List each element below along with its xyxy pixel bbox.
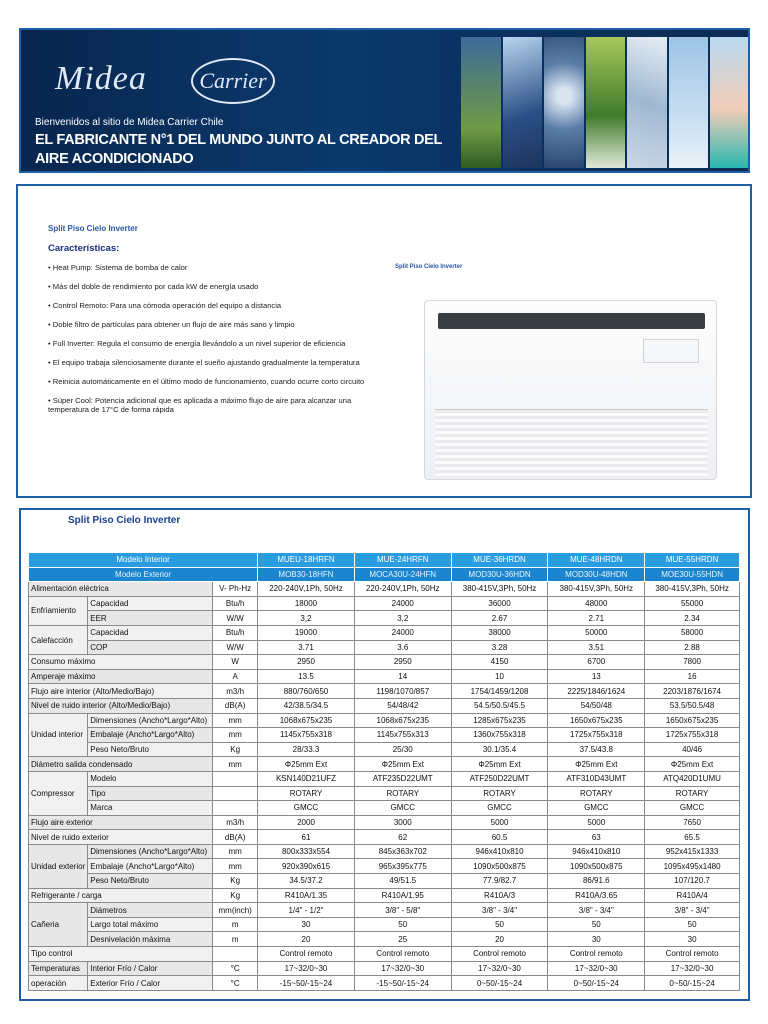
row-unit: A [213,669,258,684]
row-unit: m3/h [213,684,258,699]
value-cell: ROTARY [258,786,355,801]
row-unit: mm [213,713,258,728]
row-unit: mm [213,844,258,859]
header-label: Modelo Exterior [29,567,258,582]
table-row [29,903,740,918]
table-row [29,611,740,626]
value-cell: 3,2 [258,611,355,626]
photo-leaves [586,37,626,168]
value-cell: 16 [645,669,740,684]
row-sublabel: COP [88,640,213,655]
value-cell: 965x395x775 [354,859,451,874]
ac-unit-image [424,300,717,480]
value-cell: 1650x675x235 [645,713,740,728]
value-cell: 2.88 [645,640,740,655]
value-cell: 1068x675x235 [354,713,451,728]
header-label: Modelo Interior [29,553,258,568]
row-label: Nivel de ruido exterior [29,830,213,845]
value-cell: 36000 [451,596,548,611]
value-cell: 880/760/650 [258,684,355,699]
table-row [29,713,740,728]
table-row [29,888,740,903]
photo-baby [710,37,750,168]
row-group-label: Unidad interior [29,713,88,757]
table-row [29,961,740,976]
model-name: MOD30U-36HDN [451,567,548,582]
value-cell: Control remoto [645,947,740,962]
feature-item: • Control Remoto: Para una cómoda operación del equipo a distancia [48,300,282,310]
value-cell: ROTARY [548,786,645,801]
value-cell: 53.5/50.5/48 [645,698,740,713]
model-name: MUE-48HRDN [548,553,645,568]
model-name: MOD30U-48HDN [548,567,645,582]
table-row [29,874,740,889]
value-cell: 1145x755x313 [354,728,451,743]
value-cell: 220-240V,1Ph, 50Hz [354,582,451,597]
value-cell: 1360x755x318 [451,728,548,743]
value-cell: 3/8" - 3/4" [451,903,548,918]
value-cell: 17~32/0~30 [548,961,645,976]
table-row [29,771,740,786]
value-cell: 48000 [548,596,645,611]
row-unit [213,786,258,801]
value-cell: 40/46 [645,742,740,757]
row-sublabel: Desnivelación máxima [88,932,213,947]
row-group-label: Compressor [29,771,88,815]
table-row [29,976,740,991]
product-caption: Split Piso Cielo Inverter [395,264,463,270]
photo-solar-panel [503,37,543,168]
value-cell: 0~50/-15~24 [451,976,548,991]
table-row [29,655,740,670]
row-sublabel: Modelo [88,771,213,786]
value-cell: GMCC [258,801,355,816]
value-cell: 86/91.6 [548,874,645,889]
value-cell: 17~32/0~30 [354,961,451,976]
value-cell: GMCC [354,801,451,816]
value-cell: 30 [548,932,645,947]
value-cell: 845x363x702 [354,844,451,859]
model-name: MUEU-18HRFN [258,553,355,568]
table-row [29,698,740,713]
value-cell: 58000 [645,625,740,640]
value-cell: 1725x755x318 [645,728,740,743]
features-list [48,263,388,424]
feature-item: • El equipo trabaja silenciosamente durante el sueño ajustando gradualmente la temperatura [48,357,360,367]
table-row [29,917,740,932]
table-row [29,947,740,962]
photo-stadium [461,37,501,168]
row-group-label: Cañeria [29,903,88,947]
row-group-label: Unidad exterior [29,844,88,888]
value-cell: ROTARY [645,786,740,801]
value-cell: 54/50/48 [548,698,645,713]
table-row [29,844,740,859]
value-cell: 65.5 [645,830,740,845]
value-cell: 34.5/37.2 [258,874,355,889]
model-name: MOE30U-55HDN [645,567,740,582]
table-row [29,786,740,801]
table-row [29,859,740,874]
value-cell: ATF310D43UMT [548,771,645,786]
table-row [29,801,740,816]
row-unit: Kg [213,742,258,757]
value-cell: 20 [258,932,355,947]
value-cell: R410A/3 [451,888,548,903]
row-sublabel: Exterior Frío / Calor [88,976,213,991]
value-cell: 4150 [451,655,548,670]
value-cell: 17~32/0~30 [451,961,548,976]
value-cell: 50 [451,917,548,932]
value-cell: 3/8" - 3/4" [645,903,740,918]
value-cell: 1650x675x235 [548,713,645,728]
row-group-label: operación [29,976,88,991]
table-row [29,830,740,845]
value-cell: KSN140D21UFZ [258,771,355,786]
row-unit: m [213,917,258,932]
row-sublabel: Largo total máximo [88,917,213,932]
value-cell: 920x390x615 [258,859,355,874]
air-intake-grille [435,409,708,477]
table-row [29,742,740,757]
value-cell: 2.71 [548,611,645,626]
value-cell: 1090x500x875 [451,859,548,874]
value-cell: R410A/1.35 [258,888,355,903]
value-cell: 30 [645,932,740,947]
features-title: Split Piso Cielo Inverter [48,224,138,233]
value-cell: 3.51 [548,640,645,655]
row-sublabel: Embalaje (Ancho*Largo*Alto) [88,728,213,743]
value-cell: ROTARY [354,786,451,801]
row-unit: Btu/h [213,625,258,640]
row-sublabel: Capacidad [88,596,213,611]
row-label: Consumo máximo [29,655,213,670]
value-cell: 5000 [548,815,645,830]
row-unit: W/W [213,640,258,655]
row-label: Refrigerante / carga [29,888,213,903]
table-header-row [29,567,740,582]
value-cell: 24000 [354,625,451,640]
value-cell: 24000 [354,596,451,611]
value-cell: Φ25mm Ext [645,757,740,772]
value-cell: 3.71 [258,640,355,655]
table-row [29,932,740,947]
value-cell: 18000 [258,596,355,611]
table-row [29,815,740,830]
photo-architecture [627,37,667,168]
table-row [29,728,740,743]
value-cell: 25/30 [354,742,451,757]
banner-photo-strip [461,37,750,168]
row-unit: mm [213,757,258,772]
row-unit: mm [213,728,258,743]
value-cell: 63 [548,830,645,845]
value-cell: 380-415V,3Ph, 50Hz [645,582,740,597]
row-unit: °C [213,976,258,991]
value-cell: 30.1/35.4 [451,742,548,757]
feature-item: • Reinicia automáticamente en el último modo de funcionamiento, cuando ocurre corto circuito [48,376,365,386]
value-cell: 49/51.5 [354,874,451,889]
photo-wind-turbine [669,37,709,168]
value-cell: ROTARY [451,786,548,801]
row-unit: Kg [213,874,258,889]
table-row [29,582,740,597]
model-name: MUE-36HRDN [451,553,548,568]
row-unit: mm(inch) [213,903,258,918]
value-cell: 2950 [354,655,451,670]
row-unit: Kg [213,888,258,903]
value-cell: ATF235D22UMT [354,771,451,786]
value-cell: 50 [354,917,451,932]
value-cell: 50000 [548,625,645,640]
table-row [29,596,740,611]
value-cell: 1095x495x1480 [645,859,740,874]
value-cell: 3/8" - 5/8" [354,903,451,918]
value-cell: 14 [354,669,451,684]
table-row [29,640,740,655]
feature-item: • Heat Pump: Sistema de bomba de calor [48,263,188,272]
value-cell: 7800 [645,655,740,670]
value-cell: 10 [451,669,548,684]
value-cell: GMCC [645,801,740,816]
row-unit: V- Ph-Hz [213,582,258,597]
value-cell: 1198/1070/857 [354,684,451,699]
value-cell: 61 [258,830,355,845]
value-cell: 37.5/43.8 [548,742,645,757]
value-cell: ATQ420D1UMU [645,771,740,786]
specs-title: Split Piso Cielo Inverter [68,515,181,526]
value-cell: 1754/1459/1208 [451,684,548,699]
value-cell: 13.5 [258,669,355,684]
row-sublabel: Peso Neto/Bruto [88,874,213,889]
feature-item: • Súper Cool: Potencia adicional que es aplicada a máximo flujo de aire para alcanzar una temperatura de 17°C de forma rápida [48,395,352,415]
value-cell: 380-415V,3Ph, 50Hz [548,582,645,597]
row-unit: Btu/h [213,596,258,611]
display-panel [643,339,699,363]
value-cell: 54/48/42 [354,698,451,713]
feature-item: • Full Inverter: Regula el consumo de energía llevándolo a un nivel superior de eficiencia [48,338,346,348]
row-sublabel: Marca [88,801,213,816]
value-cell: 0~50/-15~24 [645,976,740,991]
value-cell: 1725x755x318 [548,728,645,743]
table-row [29,757,740,772]
value-cell: Control remoto [451,947,548,962]
value-cell: 50 [645,917,740,932]
row-sublabel: Peso Neto/Bruto [88,742,213,757]
row-unit [213,771,258,786]
row-label: Tipo control [29,947,213,962]
value-cell: 952x415x1333 [645,844,740,859]
table-row [29,684,740,699]
value-cell: Φ25mm Ext [258,757,355,772]
value-cell: 30 [258,917,355,932]
model-name: MUE-24HRFN [354,553,451,568]
value-cell: R410A/3.65 [548,888,645,903]
value-cell: 946x410x810 [548,844,645,859]
model-name: MOB30-18HFN [258,567,355,582]
value-cell: 946x410x810 [451,844,548,859]
value-cell: 1068x675x235 [258,713,355,728]
value-cell: 1145x755x318 [258,728,355,743]
air-outlet-slot [438,313,705,329]
row-sublabel: Embalaje (Ancho*Largo*Alto) [88,859,213,874]
value-cell: 0~50/-15~24 [548,976,645,991]
value-cell: GMCC [548,801,645,816]
value-cell: 3000 [354,815,451,830]
row-group-label: Calefacción [29,625,88,654]
row-label: Alimentación eléctrica [29,582,213,597]
value-cell: 3.28 [451,640,548,655]
row-unit: W [213,655,258,670]
value-cell: 7650 [645,815,740,830]
value-cell: 3/8" - 3/4" [548,903,645,918]
value-cell: Φ25mm Ext [548,757,645,772]
row-unit: mm [213,859,258,874]
value-cell: 1285x675x235 [451,713,548,728]
row-unit: m3/h [213,815,258,830]
features-panel [16,184,752,498]
value-cell: 2225/1846/1624 [548,684,645,699]
value-cell: 60.5 [451,830,548,845]
value-cell: 25 [354,932,451,947]
header-banner [19,28,750,173]
specs-table [28,552,740,991]
row-label: Flujo aire exterior [29,815,213,830]
value-cell: 2203/1876/1674 [645,684,740,699]
value-cell: Control remoto [548,947,645,962]
carrier-logo: Carrier [191,58,275,104]
value-cell: Φ25mm Ext [451,757,548,772]
row-group-label: Enfriamiento [29,596,88,625]
row-sublabel: EER [88,611,213,626]
row-unit: W/W [213,611,258,626]
value-cell: -15~50/-15~24 [258,976,355,991]
value-cell: 19000 [258,625,355,640]
value-cell: 54.5/50.5/45.5 [451,698,548,713]
model-name: MOCA30U-24HFN [354,567,451,582]
value-cell: 800x333x554 [258,844,355,859]
value-cell: 20 [451,932,548,947]
value-cell: 220-240V,1Ph, 50Hz [258,582,355,597]
row-label: Amperaje máximo [29,669,213,684]
midea-logo: Midea [55,60,147,97]
value-cell: 107/120.7 [645,874,740,889]
banner-headline: EL FABRICANTE N°1 DEL MUNDO JUNTO AL CREADOR DEL AIRE ACONDICIONADO [35,132,442,167]
value-cell: Control remoto [354,947,451,962]
value-cell: 1090x500x875 [548,859,645,874]
value-cell: 2.67 [451,611,548,626]
row-unit: °C [213,961,258,976]
features-subtitle: Características: [48,243,120,254]
row-unit [213,801,258,816]
value-cell: 13 [548,669,645,684]
row-unit: dB(A) [213,698,258,713]
value-cell: Φ25mm Ext [354,757,451,772]
row-sublabel: Capacidad [88,625,213,640]
value-cell: 50 [548,917,645,932]
value-cell: ATF250D22UMT [451,771,548,786]
row-unit: dB(A) [213,830,258,845]
value-cell: 3,2 [354,611,451,626]
value-cell: 2000 [258,815,355,830]
model-name: MUE-55HRDN [645,553,740,568]
value-cell: 6700 [548,655,645,670]
value-cell: GMCC [451,801,548,816]
row-sublabel: Interior Frío / Calor [88,961,213,976]
row-group-label: Temperaturas [29,961,88,976]
value-cell: 38000 [451,625,548,640]
value-cell: 2950 [258,655,355,670]
value-cell: 1/4" - 1/2" [258,903,355,918]
value-cell: 17~32/0~30 [645,961,740,976]
table-row [29,669,740,684]
value-cell: R410A/4 [645,888,740,903]
value-cell: 28/33.3 [258,742,355,757]
value-cell: -15~50/-15~24 [354,976,451,991]
photo-fan [544,37,584,168]
welcome-text: Bienvenidos al sitio de Midea Carrier Chile [35,117,224,128]
row-sublabel: Tipo [88,786,213,801]
row-label: Nivel de ruido interior (Alto/Medio/Bajo) [29,698,213,713]
value-cell: 380-415V,3Ph, 50Hz [451,582,548,597]
table-row [29,625,740,640]
feature-item: • Más del doble de rendimiento por cada kW de energía usado [48,281,259,291]
value-cell: 2.34 [645,611,740,626]
row-label: Diámetro salida condensado [29,757,213,772]
value-cell: R410A/1.95 [354,888,451,903]
row-unit: m [213,932,258,947]
row-sublabel: Diámetros [88,903,213,918]
value-cell: 42/38.5/34.5 [258,698,355,713]
feature-item: • Doble filtro de partículas para obtener un flujo de aire más sano y limpio [48,319,295,329]
value-cell: 77.9/82.7 [451,874,548,889]
row-label: Flujo aire interior (Alto/Medio/Bajo) [29,684,213,699]
value-cell: 17~32/0~30 [258,961,355,976]
value-cell: 3.6 [354,640,451,655]
specs-panel [19,508,750,1001]
value-cell: 62 [354,830,451,845]
value-cell: Control remoto [258,947,355,962]
value-cell: 55000 [645,596,740,611]
table-header-row [29,553,740,568]
row-sublabel: Dimensiones (Ancho*Largo*Alto) [88,844,213,859]
row-unit [213,947,258,962]
value-cell: 5000 [451,815,548,830]
row-sublabel: Dimensiones (Ancho*Largo*Alto) [88,713,213,728]
